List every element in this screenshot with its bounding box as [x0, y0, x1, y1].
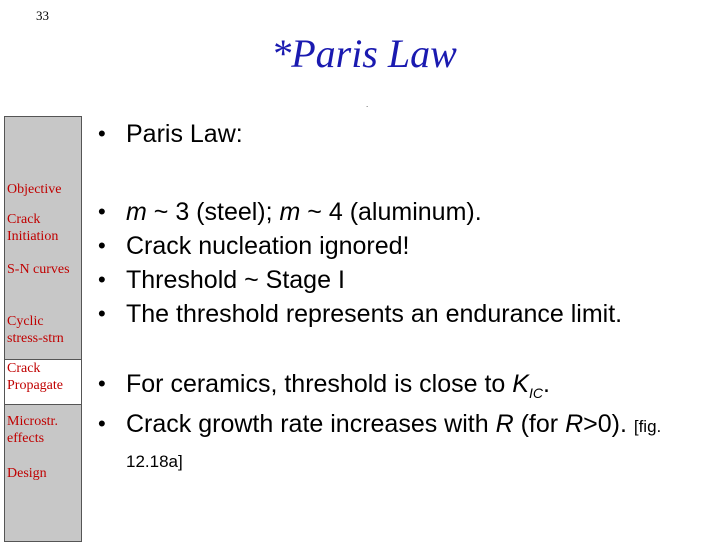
slide-number: 33	[36, 8, 49, 23]
sidebar-item-microstructure-effects[interactable]: Microstr. effects	[7, 414, 58, 446]
variable-k: K	[512, 370, 529, 398]
bullet-text: Paris Law:	[126, 120, 243, 148]
bullet-dot: •	[98, 199, 106, 224]
bullet-dot: •	[98, 121, 106, 146]
variable-r: R	[565, 410, 584, 438]
sidebar-item-objective[interactable]: Objective	[7, 182, 62, 197]
variable-m: m	[126, 198, 147, 226]
sidebar-nav	[4, 116, 82, 542]
bullet-dot: •	[98, 301, 106, 326]
page-title-text: *Paris Law	[271, 31, 457, 76]
page-title	[0, 30, 728, 77]
bullet-dot: •	[98, 411, 106, 436]
bullet-text: Threshold ~ Stage I	[126, 266, 345, 294]
sidebar-item-crack-initiation[interactable]: Crack Initiation	[7, 212, 59, 244]
sidebar-item-crack-propagate[interactable]: Crack Propagate	[5, 359, 81, 405]
bullet-text: For ceramics, threshold is close to $K_{IC}$.	[126, 370, 550, 401]
bullet-dot: •	[98, 371, 106, 396]
sidebar-item-design[interactable]: Design	[7, 466, 47, 481]
bullet-text: Crack growth rate increases with R (for R>0). [fig. 12.18a]	[126, 410, 662, 471]
figure-reference: [fig. 12.18a]	[126, 417, 662, 471]
subscript-ic: IC	[528, 385, 543, 401]
bullet-dot: •	[98, 267, 106, 292]
bullet-dot: •	[98, 233, 106, 258]
stray-mark: .	[366, 100, 369, 109]
sidebar-item-cyclic-stress-strain[interactable]: Cyclic stress-strn	[7, 314, 64, 346]
bullet-text: Crack nucleation ignored!	[126, 232, 410, 260]
bullet-text: m ~ 3 (steel); m ~ 4 (aluminum).	[126, 198, 482, 226]
variable-m: m	[279, 198, 301, 226]
bullet-text: The threshold represents an endurance limit.	[126, 300, 623, 328]
variable-r: R	[495, 410, 514, 438]
sidebar-item-sn-curves[interactable]: S-N curves	[7, 262, 70, 277]
